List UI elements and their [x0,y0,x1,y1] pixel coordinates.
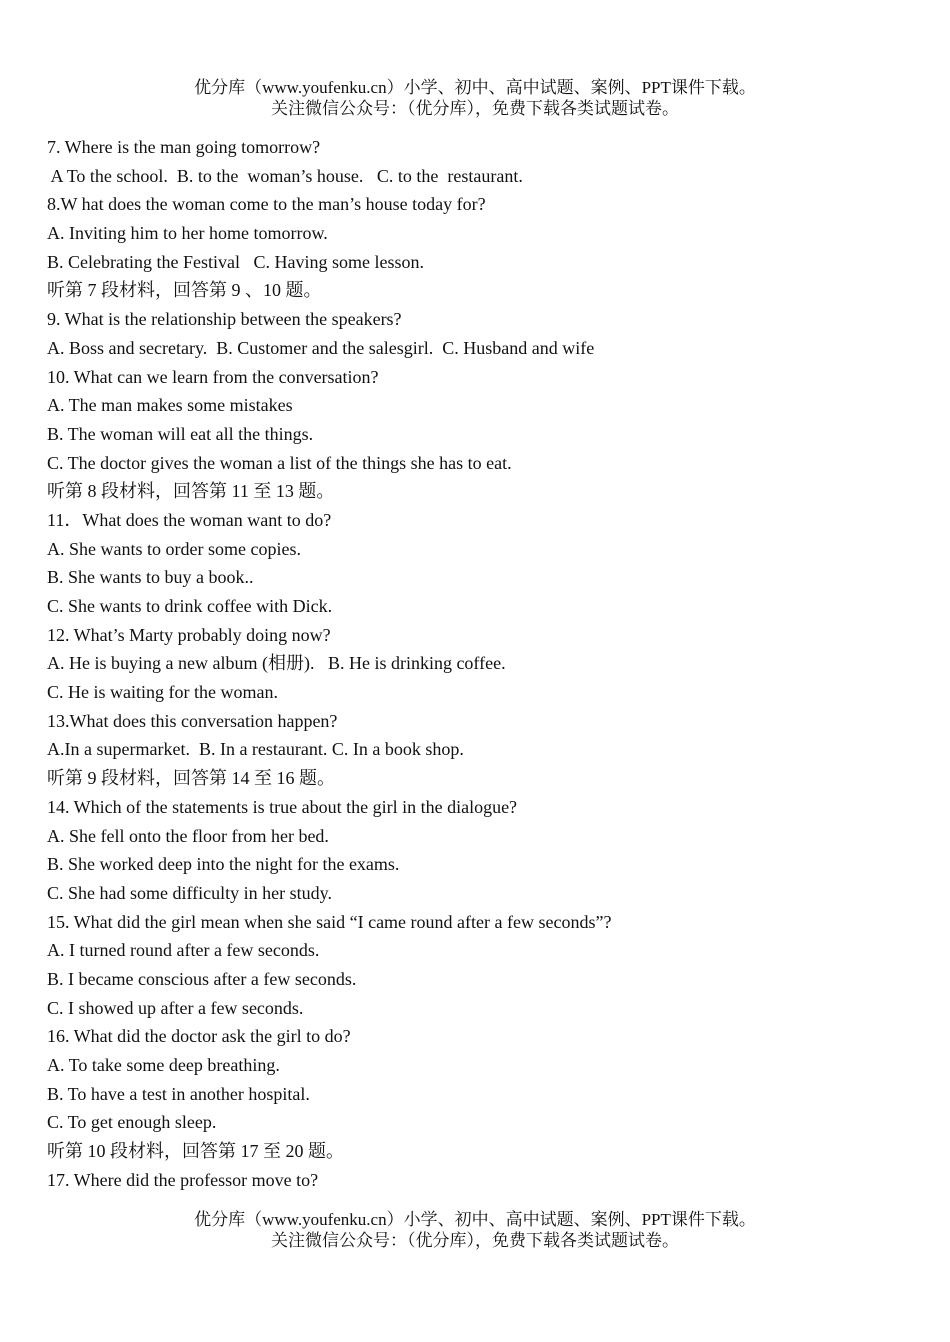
text-line: A. He is buying a new album (相册). B. He is drinking coffee. [47,653,506,674]
text-line: 10. What can we learn from the conversation? [47,366,379,387]
text-line: 8.W hat does the woman come to the man’s house today for? [47,194,486,215]
text-line: A. Inviting him to her home tomorrow. [47,223,328,244]
footer-line-1: 优分库（www.youfenku.cn）小学、初中、高中试题、案例、PPT课件下载。 [194,1210,756,1229]
text-line: 13.What does this conversation happen? [47,710,338,731]
page-footer [0,1209,950,1251]
footer-line-2: 关注微信公众号：（优分库），免费下载各类试题试卷。 [271,1231,679,1250]
text-line: 17. Where did the professor move to? [47,1169,319,1190]
text-line: A. The man makes some mistakes [47,395,293,416]
text-line: 16. What did the doctor ask the girl to do? [47,1026,351,1047]
text-line: A. She fell onto the floor from her bed. [47,825,329,846]
text-line: C. She wants to drink coffee with Dick. [47,596,333,616]
header-line-2: 关注微信公众号：（优分库），免费下载各类试题试卷。 [271,99,679,118]
page-header [0,77,950,119]
text-line: A. I turned round after a few seconds. [47,940,320,961]
text-line: B. She worked deep into the night for the exams. [47,854,400,875]
text-line: C. She had some difficulty in her study. [47,882,332,903]
text-line: 听第 9 段材料，回答第 14 至 16 题。 [47,768,335,789]
text-line: 听第 10 段材料，回答第 17 至 20 题。 [47,1141,344,1162]
text-line: B. Celebrating the Festival C. Having some lesson. [47,251,424,272]
text-line: 7. Where is the man going tomorrow? [47,137,321,157]
text-line: C. The doctor gives the woman a list of the things she has to eat. [47,452,512,473]
text-line: A.In a supermarket. B. In a restaurant. C. In a book shop. [47,739,464,760]
text-line: C. To get enough sleep. [47,1112,217,1133]
text-line: 12. What’s Marty probably doing now? [47,624,331,645]
text-line: B. To have a test in another hospital. [47,1083,310,1104]
text-line: 14. Which of the statements is true about the girl in the dialogue? [47,796,518,817]
text-line: 15. What did the girl mean when she said “I came round after a few seconds”? [47,911,612,932]
header-line-1: 优分库（www.youfenku.cn）小学、初中、高中试题、案例、PPT课件下载。 [194,78,756,97]
text-line: A. She wants to order some copies. [47,538,301,559]
text-line: C. He is waiting for the woman. [47,682,278,703]
text-line: B. I became conscious after a few seconds. [47,968,357,989]
text-line: 听第 7 段材料，回答第 9 、10 题。 [47,280,322,301]
text-line: A. Boss and secretary. B. Customer and the salesgirl. C. Husband and wife [47,337,595,358]
question-list [47,133,917,1194]
text-line: 听第 8 段材料，回答第 11 至 13 题。 [47,481,335,502]
text-line: A To the school. B. to the woman’s house. C. to the restaurant. [47,165,523,186]
text-line: C. I showed up after a few seconds. [47,997,304,1018]
text-line: 9. What is the relationship between the speakers? [47,309,402,330]
text-line: 11．What does the woman want to do? [47,509,332,530]
text-line: B. The woman will eat all the things. [47,423,314,444]
text-line: B. She wants to buy a book.. [47,567,254,588]
text-line: A. To take some deep breathing. [47,1055,280,1075]
